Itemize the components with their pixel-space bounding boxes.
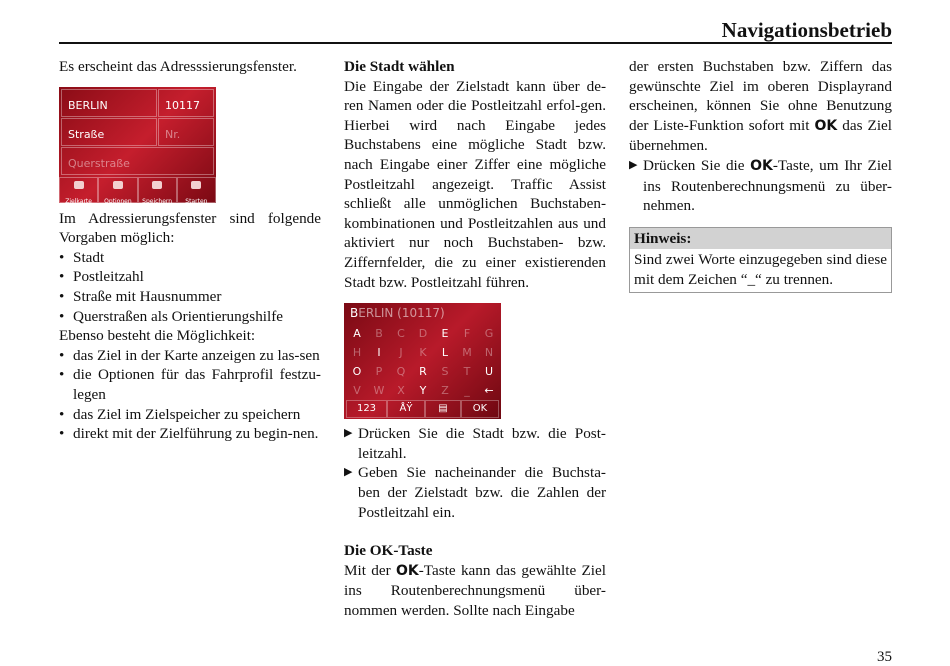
speichern-button: Speichern [138,177,177,203]
step-item: ▶ Geben Sie nacheinander die Buchsta-ben der Zielstadt bzw. die Zahlen der Postleitzahl ein. [344,464,606,521]
keyboard-key: C [397,327,405,341]
starten-button: Starten [177,177,216,203]
arrow-icon: ▶ [344,427,353,440]
keyboard-bottom-row [346,400,499,418]
city-field: BERLIN [61,89,157,117]
keyboard-key: D [418,327,428,341]
column-3 [629,57,892,293]
list-item: • direkt mit der Zielführung zu begin-nen. [59,424,321,444]
special-chars-key: ÅŸ [387,400,425,418]
header-rule [59,42,892,44]
keyboard-screenshot [344,303,501,419]
keyboard-entry-line: BERLIN (10117) [350,306,445,321]
input-options-list [59,248,321,326]
keyboard-key: J [399,346,403,360]
optionen-button: Optionen [98,177,137,203]
intro-text: Es erscheint das Adresssierungsfenster. [59,58,297,75]
keyboard-key: S [441,365,449,379]
arrow-icon: ▶ [344,466,353,479]
keyboard-key: G [484,327,494,341]
column-1 [59,57,321,444]
keyboard-key: I [377,346,381,360]
keyboard-key: T [463,365,471,379]
keyboard-key: O [352,365,362,379]
column-2 [344,57,606,620]
possibilities-list [59,346,321,444]
map-icon [74,181,84,189]
keyboard-key: F [463,327,471,341]
keyboard-key: ← [484,384,494,398]
list-item: • das Ziel in der Karte anzeigen zu las-sen [59,346,321,366]
keyboard-key: E [441,327,449,341]
keyboard-key: N [484,346,494,360]
keyboard-key: Y [419,384,427,398]
keyboard-key: _ [464,384,470,398]
list-item: • Querstraßen als Orientierungshilfe [59,307,321,327]
address-button-row [59,177,216,203]
zielkarte-button: Zielkarte [59,177,98,203]
note-box [629,227,892,293]
list-item: • Postleitzahl [59,267,321,287]
section-heading-ok: Die OK-Taste [344,542,433,560]
address-window-screenshot [59,87,216,203]
keyboard-key: B [375,327,383,341]
ok-paragraph: Mit der OK-Taste kann das gewählte Ziel ins Routenberechnungsmenü über-nommen werden. Sollte nach Eingabe [344,561,606,619]
keyboard-key: W [373,384,385,398]
ok-steps [629,156,892,216]
keyboard-key: K [419,346,427,360]
zip-field: 10117 [158,89,214,117]
step-item: ▶ Drücken Sie die OK-Taste, um Ihr Ziel ins Routenberechnungsmenü zu über-nehmen. [629,156,892,215]
note-title: Hinweis: [630,228,891,250]
keyboard-key: P [375,365,383,379]
arrow-icon: ▶ [629,158,638,171]
start-flag-icon [191,181,201,189]
street-field: Straße [61,118,157,146]
keyboard-key: Q [396,365,406,379]
ok-key: OK [461,400,499,418]
ok-paragraph-continued: der ersten Buchstaben bzw. Ziffern das gewünschte Ziel im oberen Displayrand erscheinen, können Sie ohne Benutzung der Liste-Funktion sofort mit OK das Ziel übernehmen. [629,58,892,155]
city-paragraph: Die Eingabe der Zielstadt kann über de-ren Namen oder die Postleitzahl erfol-gen. Hierbei wird nach Eingabe jedes Buchstabens eine mögliche Stadt bzw. nach Eingabe einer Ziffer eine mögliche Postleitzahl angezeigt. Traffic Assist schließt alle unmöglichen Buchstaben-kombinationen und Postleitzahlen aus und aktiviert nur noch Buchstaben- bzw. Ziffernfelder, die zu einer existierenden Stadt bzw. Postleitzahl führen. [344,77,606,291]
keyboard-key: R [419,365,427,379]
number-field: Nr. [158,118,214,146]
keyboard-key: Z [441,384,449,398]
save-icon [152,181,162,189]
keyboard-key: A [353,327,361,341]
keyboard-key: V [353,384,361,398]
keyboard-key: L [441,346,449,360]
page-title: Navigationsbetrieb [721,18,892,42]
keyboard-key: H [352,346,362,360]
keyboard-key: X [397,384,405,398]
options-intro: Im Adressierungsfenster sind folgende Vorgaben möglich: [59,209,321,247]
keyboard-key-grid [346,324,500,400]
list-item: • Straße mit Hausnummer [59,287,321,307]
city-steps [344,424,606,522]
numbers-key: 123 [346,400,387,418]
cross-street-field: Querstraße [61,147,214,175]
page-number: 35 [877,649,892,665]
step-item: ▶ Drücken Sie die Stadt bzw. die Post-leitzahl. [344,425,606,462]
possibilities-intro: Ebenso besteht die Möglichkeit: [59,327,256,345]
section-heading-city: Die Stadt wählen [344,58,455,75]
list-item: • die Optionen für das Fahrprofil festzu-legen [59,365,321,404]
keyboard-key: U [484,365,494,379]
keyboard-key: M [462,346,472,360]
note-text: Sind zwei Worte einzugegeben sind diese mit dem Zeichen “_“ zu trennen. [634,251,887,288]
list-key: ▤ [425,400,461,418]
list-item: • Stadt [59,248,321,268]
options-icon [113,181,123,189]
list-item: • das Ziel im Zielspeicher zu speichern [59,405,321,425]
